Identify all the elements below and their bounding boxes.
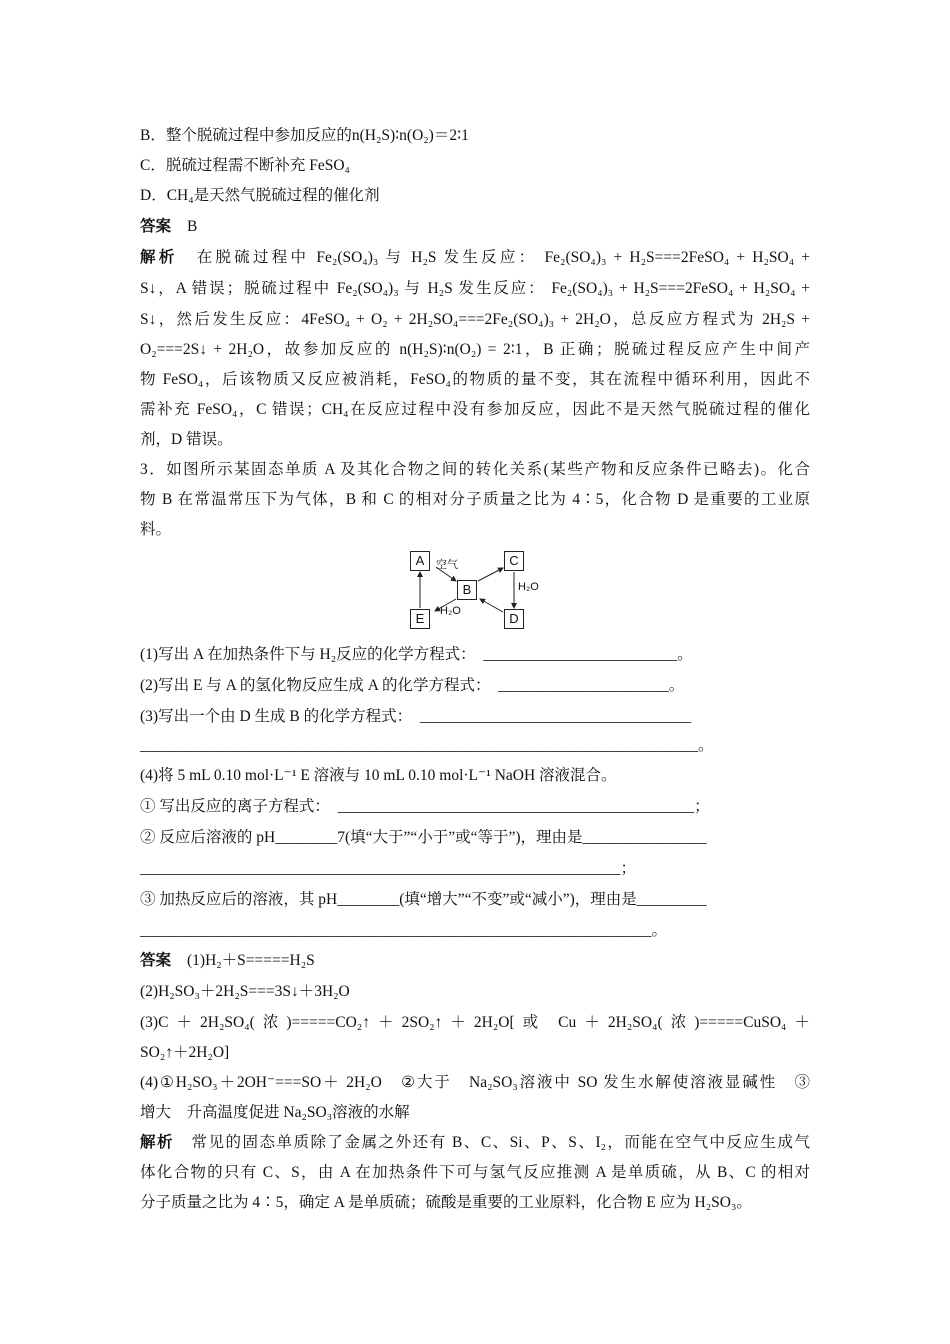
- sub-question-3: (3)写出一个由 D 生成 B 的化学方程式： ___________________________________: [140, 708, 692, 725]
- answer-3-line-3: (3)C＋2H₂SO₄(浓)=====CO₂↑＋2SO₂↑＋2H₂O[或 Cu＋2H₂SO₄(浓)=====CuSO₄＋: [140, 1014, 810, 1031]
- analysis-3-line-2: 体化合物的只有 C、S，由 A 在加热条件下可与氢气反应推测 A 是单质硫，从 B、C 的相对: [140, 1164, 810, 1181]
- diagram-box-a: A: [410, 551, 430, 571]
- answer-3-line-6: 增大 升高温度促进 Na₂SO₃溶液的水解: [140, 1104, 410, 1121]
- answer-3-line-1: [140, 951, 315, 971]
- analysis-3-line-3: 分子质量之比为 4∶5，确定 A 是单质硫；硫酸是重要的工业原料，化合物 E 应为 H₂SO₃。: [140, 1194, 752, 1211]
- answer-line: [140, 217, 197, 237]
- sub-question-4-2-blank: ______________________________________________________________；: [140, 860, 637, 877]
- option-b: B．整个脱硫过程中参加反应的n(H₂S)∶n(O₂)＝2∶1: [140, 127, 469, 144]
- diagram-box-e: E: [410, 609, 430, 629]
- sub-question-1: (1)写出 A 在加热条件下与 H₂反应的化学方程式： _________________________。: [140, 646, 693, 663]
- analysis-3-label: 解析: [140, 1134, 175, 1151]
- sub-question-2: (2)写出 E 与 A 的氢化物反应生成 A 的化学方程式： ______________________。: [140, 677, 685, 694]
- option-d: D．CH₄是天然气脱硫过程的催化剂: [140, 187, 380, 204]
- diagram-label-water-1: H₂O: [518, 581, 539, 593]
- answer-value: B: [187, 218, 198, 235]
- sub-question-4-1: ① 写出反应的离子方程式： ______________________________________________；: [140, 798, 710, 815]
- analysis-line-6: 需补充 FeSO₄，C 错误；CH₄在反应过程中没有参加反应，因此不是天然气脱硫过程的催化: [140, 401, 810, 418]
- question-3-line-2: 物 B 在常温常压下为气体，B 和 C 的相对分子质量之比为 4∶5，化合物 D 是重要的工业原: [140, 491, 810, 508]
- answer-3-line-2: (2)H₂SO₃＋2H₂S===3S↓＋3H₂O: [140, 983, 350, 1000]
- answer-3-text: (1)H₂＋S=====H₂S: [187, 952, 315, 969]
- analysis-label: 解析: [140, 249, 178, 266]
- answer-label: 答案: [140, 218, 172, 235]
- analysis-line-7: 剂，D 错误。: [140, 431, 233, 448]
- analysis-3-text: 常见的固态单质除了金属之外还有 B、C、Si、P、S、I₂，而能在空气中反应生成气: [190, 1134, 810, 1151]
- sub-question-4-3-blank: __________________________________________________________________。: [140, 922, 668, 939]
- analysis-line-5: 物 FeSO₄，后该物质又反应被消耗，FeSO₄的物质的量不变，其在流程中循环利用，因此不: [140, 371, 810, 388]
- diagram-label-air: 空气: [436, 559, 458, 571]
- sub-question-4: (4)将 5 mL 0.10 mol·L⁻¹ E 溶液与 10 mL 0.10 mol·L⁻¹ NaOH 溶液混合。: [140, 767, 617, 784]
- diagram-box-b: B: [457, 580, 477, 600]
- analysis-3-line-1: [140, 1133, 810, 1153]
- answer-3-label: 答案: [140, 952, 172, 969]
- diagram-label-water-2: H₂O: [440, 605, 461, 617]
- question-3-line-3: 料。: [140, 521, 172, 538]
- analysis-line-1: [140, 248, 810, 268]
- sub-question-4-2: ② 反应后溶液的 pH________7(填“大于”“小于”或“等于”)，理由是________________: [140, 829, 707, 846]
- diagram-box-d: D: [504, 609, 524, 629]
- analysis-text: 在脱硫过程中 Fe₂(SO₄)₃ 与 H₂S 发生反应： Fe₂(SO₄)₃ + H₂S===2FeSO₄ + H₂SO₄ +: [193, 249, 810, 266]
- diagram-box-c: C: [504, 551, 524, 571]
- analysis-line-3: S↓，然后发生反应：4FeSO₄ + O₂ + 2H₂SO₄===2Fe₂(SO₄)₃ + 2H₂O，总反应方程式为 2H₂S +: [140, 311, 810, 328]
- analysis-line-2: S↓，A 错误；脱硫过程中 Fe₂(SO₄)₃ 与 H₂S 发生反应： Fe₂(SO₄)₃ + H₂S===2FeSO₄ + H₂SO₄ +: [140, 280, 810, 297]
- conversion-diagram: [400, 548, 550, 630]
- answer-3-line-5: (4)①H₂SO₃＋2OH⁻===SO＋ 2H₂O ②大于 Na₂SO₃溶液中 SO 发生水解使溶液显碱性 ③: [140, 1074, 810, 1091]
- sub-question-3-blank: ________________________________________________________________________。: [140, 737, 714, 754]
- question-3-line-1: 3．如图所示某固态单质 A 及其化合物之间的转化关系(某些产物和反应条件已略去)。化合: [140, 461, 810, 478]
- analysis-line-4: O₂===2S↓ + 2H₂O，故参加反应的 n(H₂S)∶n(O₂) = 2∶1，B 正确；脱硫过程反应产生中间产: [140, 341, 810, 358]
- option-c: C．脱硫过程需不断补充 FeSO₄: [140, 157, 350, 174]
- answer-3-line-4: SO₂↑＋2H₂O]: [140, 1044, 230, 1061]
- sub-question-4-3: ③ 加热反应后的溶液，其 pH________(填“增大”“不变”或“减小”)，理由是_________: [140, 891, 707, 908]
